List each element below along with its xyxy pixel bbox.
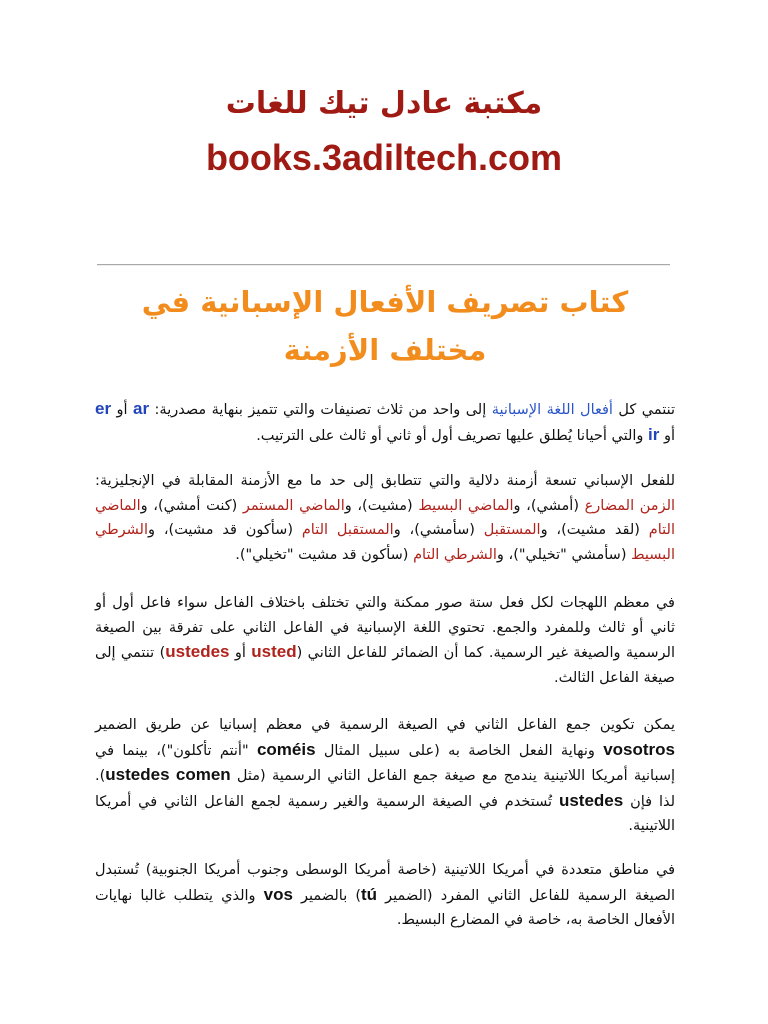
tense-preterite: الماضي البسيط xyxy=(418,497,514,514)
text-run: والذي يتطلب غالبا نهايات الأفعال الخاصة به، خاصة في المضارع البسيط. xyxy=(95,887,675,928)
text-run: تُستخدم في الصيغة الرسمية والغير رسمية لجمع الفاعل الثاني في أمريكا اللاتينية. xyxy=(95,793,675,834)
site-url[interactable]: books.3adiltech.com xyxy=(205,137,563,178)
paragraph-persons xyxy=(95,591,675,690)
paragraph-voseo xyxy=(95,858,675,933)
text-run: (مشيت)، و xyxy=(344,497,419,514)
example-comeis: coméis xyxy=(256,739,316,759)
text-run: (سأمشي)، و xyxy=(393,522,484,538)
pronoun-vos: vos xyxy=(263,884,293,904)
text-run: (كنت أمشي)، و xyxy=(140,497,243,514)
text-run: إلى واحد من ثلاث تصنيفات والتي تتميز بنهاية مصدرية: xyxy=(149,402,492,418)
tense-present: الزمن المضارع xyxy=(584,497,676,514)
text-run: (سأمشي "تخيلي")، و xyxy=(496,546,632,563)
tense-conditional: الشرطي البسيط xyxy=(95,522,675,563)
tense-future-perfect: المستقبل التام xyxy=(301,522,394,538)
paragraph-verb-classes xyxy=(95,397,675,448)
example-ustedes-comen: ustedes comen xyxy=(105,765,231,784)
text-run: (سأكون قد مشيت)، و xyxy=(148,522,302,538)
tense-conditional-perfect: الشرطي التام xyxy=(413,546,497,563)
paragraph-tenses xyxy=(95,469,675,567)
text-run: (أمشي)، و xyxy=(513,497,585,514)
pronoun-usted: usted xyxy=(251,642,297,661)
text-run: ) بالضمير xyxy=(292,887,361,904)
pronoun-ustedes-2: ustedes xyxy=(558,790,624,810)
pronoun-vosotros: vosotros xyxy=(603,739,676,759)
tense-present-perfect: الماضي التام xyxy=(95,497,675,538)
horizontal-divider xyxy=(97,264,670,266)
ending-ir: ir xyxy=(648,424,660,444)
text-run: والتي أحيانا يُطلق عليها تصريف أول أو ثاني أو ثالث على الترتيب. xyxy=(256,427,649,444)
text-run: في معظم اللهجات لكل فعل ستة صور ممكنة والتي تختلف باختلاف الفاعل سواء فاعل أول أو ثاني أو ثالث وللمفرد والجمع. تحتوي اللغة الإسبانية في الفاعل الثاني على تفرقة بين الصيغة الرسمية والصيغة غير الرسمية. كما أن الضمائر للفاعل الثاني ( xyxy=(95,595,675,661)
ending-er: er xyxy=(95,399,112,418)
text-run: ونهاية الفعل الخاصة به (على سبيل المثال xyxy=(315,742,604,759)
site-title: مكتبة عادل تيك للغات xyxy=(225,86,543,121)
book-title: كتاب تصريف الأفعال الإسبانية في مختلف الأزمنة xyxy=(141,285,629,367)
tense-imperfect: الماضي المستمر xyxy=(242,497,345,514)
tense-future: المستقبل xyxy=(483,522,541,538)
paragraph-vosotros xyxy=(95,713,675,839)
text-run: (لقد مشيت)، و xyxy=(540,522,649,538)
spanish-verbs-link[interactable]: أفعال اللغة الإسبانية xyxy=(491,402,613,418)
text-run: ) تنتمي إلى صيغة الفاعل الثالث. xyxy=(95,645,675,686)
pronoun-ustedes: ustedes xyxy=(165,642,230,661)
ending-ar: ar xyxy=(133,399,150,418)
text-run: للفعل الإسباني تسعة أزمنة دلالية والتي تتطابق إلى حد ما مع الأزمنة المقابلة في الإنجليزية: xyxy=(95,473,675,489)
text-run: (سأكون قد مشيت "تخيلي"). xyxy=(235,546,414,563)
text-run: ). لذا فإن xyxy=(95,768,676,810)
text-run: في مناطق متعددة في أمريكا اللاتينية (خاصة أمريكا الوسطى وجنوب أمريكا الجنوبية) تُستبدل الصيغة الرسمية للفاعل الثاني المفرد (الضمير xyxy=(95,862,675,904)
text-run: أو xyxy=(659,427,675,444)
text-run: يمكن تكوين جمع الفاعل الثاني في الصيغة الرسمية في معظم إسبانيا عن طريق الضمير xyxy=(95,717,675,733)
pronoun-tu: tú xyxy=(361,884,378,904)
text-run: أو xyxy=(229,645,252,661)
text-run: "أنتم تأكلون")، بينما في إسبانية أمريكا اللاتينية يندمج مع صيغة جمع الفاعل الثاني الرسمية (مثل xyxy=(95,742,676,784)
text-run: أو xyxy=(111,402,134,418)
text-run: تنتمي كل xyxy=(612,402,676,418)
